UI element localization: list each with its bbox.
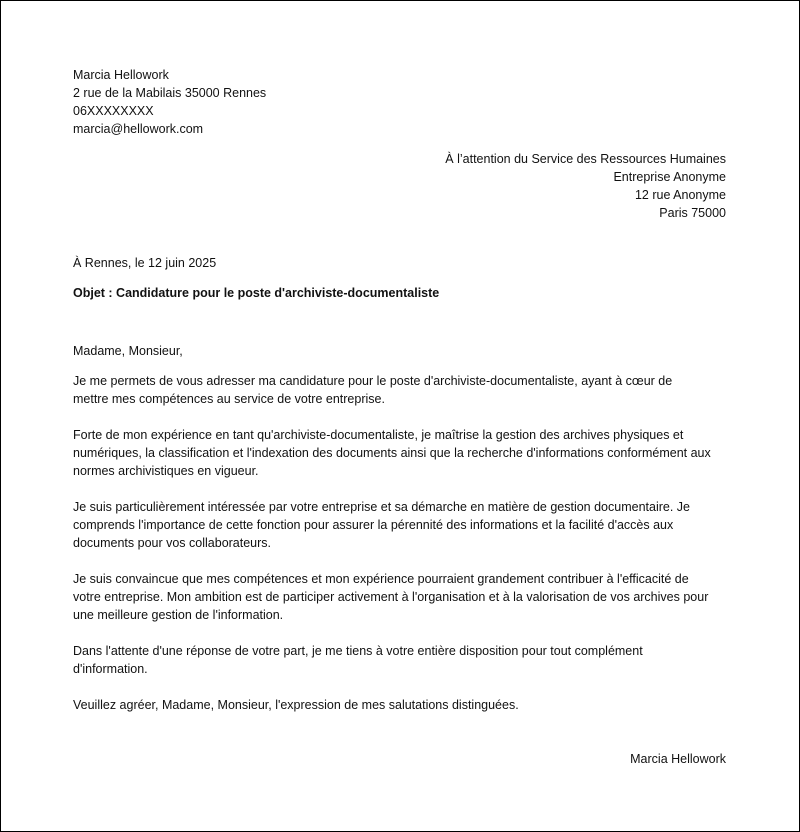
paragraph-line: Dans l'attente d'une réponse de votre part, je me tiens à votre entière disposition pour tout complément [73,644,643,658]
body-paragraph-4 [73,570,733,624]
paragraph-line: numériques, la classification et l'indexation des documents ainsi que la recherche d'informations conformément aux [73,446,711,460]
sender-email: marcia@hellowork.com [73,122,204,136]
body-paragraph-3 [73,498,733,552]
recipient-city: Paris 75000 [659,206,726,220]
paragraph-line: une meilleure gestion de l'information. [73,608,284,622]
paragraph-line: Je suis convaincue que mes compétences et mon expérience pourraient grandement contribuer à l'efficacité de [73,572,689,586]
letter-greeting: Madame, Monsieur, [73,344,183,358]
paragraph-line: d'information. [73,662,148,676]
sender-block [73,66,266,138]
letter-closing: Veuillez agréer, Madame, Monsieur, l'expression de mes salutations distinguées. [73,698,519,712]
paragraph-line: Forte de mon expérience en tant qu'archiviste-documentaliste, je maîtrise la gestion des archives physiques et [73,428,684,442]
sender-name: Marcia Hellowork [73,68,169,82]
paragraph-line: documents pour vos collaborateurs. [73,536,272,550]
letter-date: À Rennes, le 12 juin 2025 [73,256,217,270]
recipient-company: Entreprise Anonyme [613,170,726,184]
body-paragraph-1 [73,372,733,408]
recipient-street: 12 rue Anonyme [634,188,726,202]
letter-signature: Marcia Hellowork [630,752,726,766]
body-paragraph-5 [73,642,733,678]
sender-phone: 06XXXXXXXX [73,104,154,118]
paragraph-line: comprends l'importance de cette fonction pour assurer la pérennité des informations et la facilité d'accès aux [73,518,674,532]
paragraph-line: votre entreprise. Mon ambition est de participer activement à l'organisation et à la valorisation de vos archives pour [73,590,709,604]
paragraph-line: mettre mes compétences au service de votre entreprise. [73,392,385,406]
recipient-block [445,150,726,222]
paragraph-line: Je me permets de vous adresser ma candidature pour le poste d'archiviste-documentaliste, ayant à cœur de [73,374,673,388]
sender-address: 2 rue de la Mabilais 35000 Rennes [73,86,267,100]
letter-subject: Objet : Candidature pour le poste d'archiviste-documentaliste [73,286,440,300]
body-paragraph-2 [73,426,733,480]
recipient-attention: À l’attention du Service des Ressources Humaines [445,152,726,166]
paragraph-line: normes archivistiques en vigueur. [73,464,259,478]
paragraph-line: Je suis particulièrement intéressée par votre entreprise et sa démarche en matière de gestion documentaire. Je [73,500,690,514]
